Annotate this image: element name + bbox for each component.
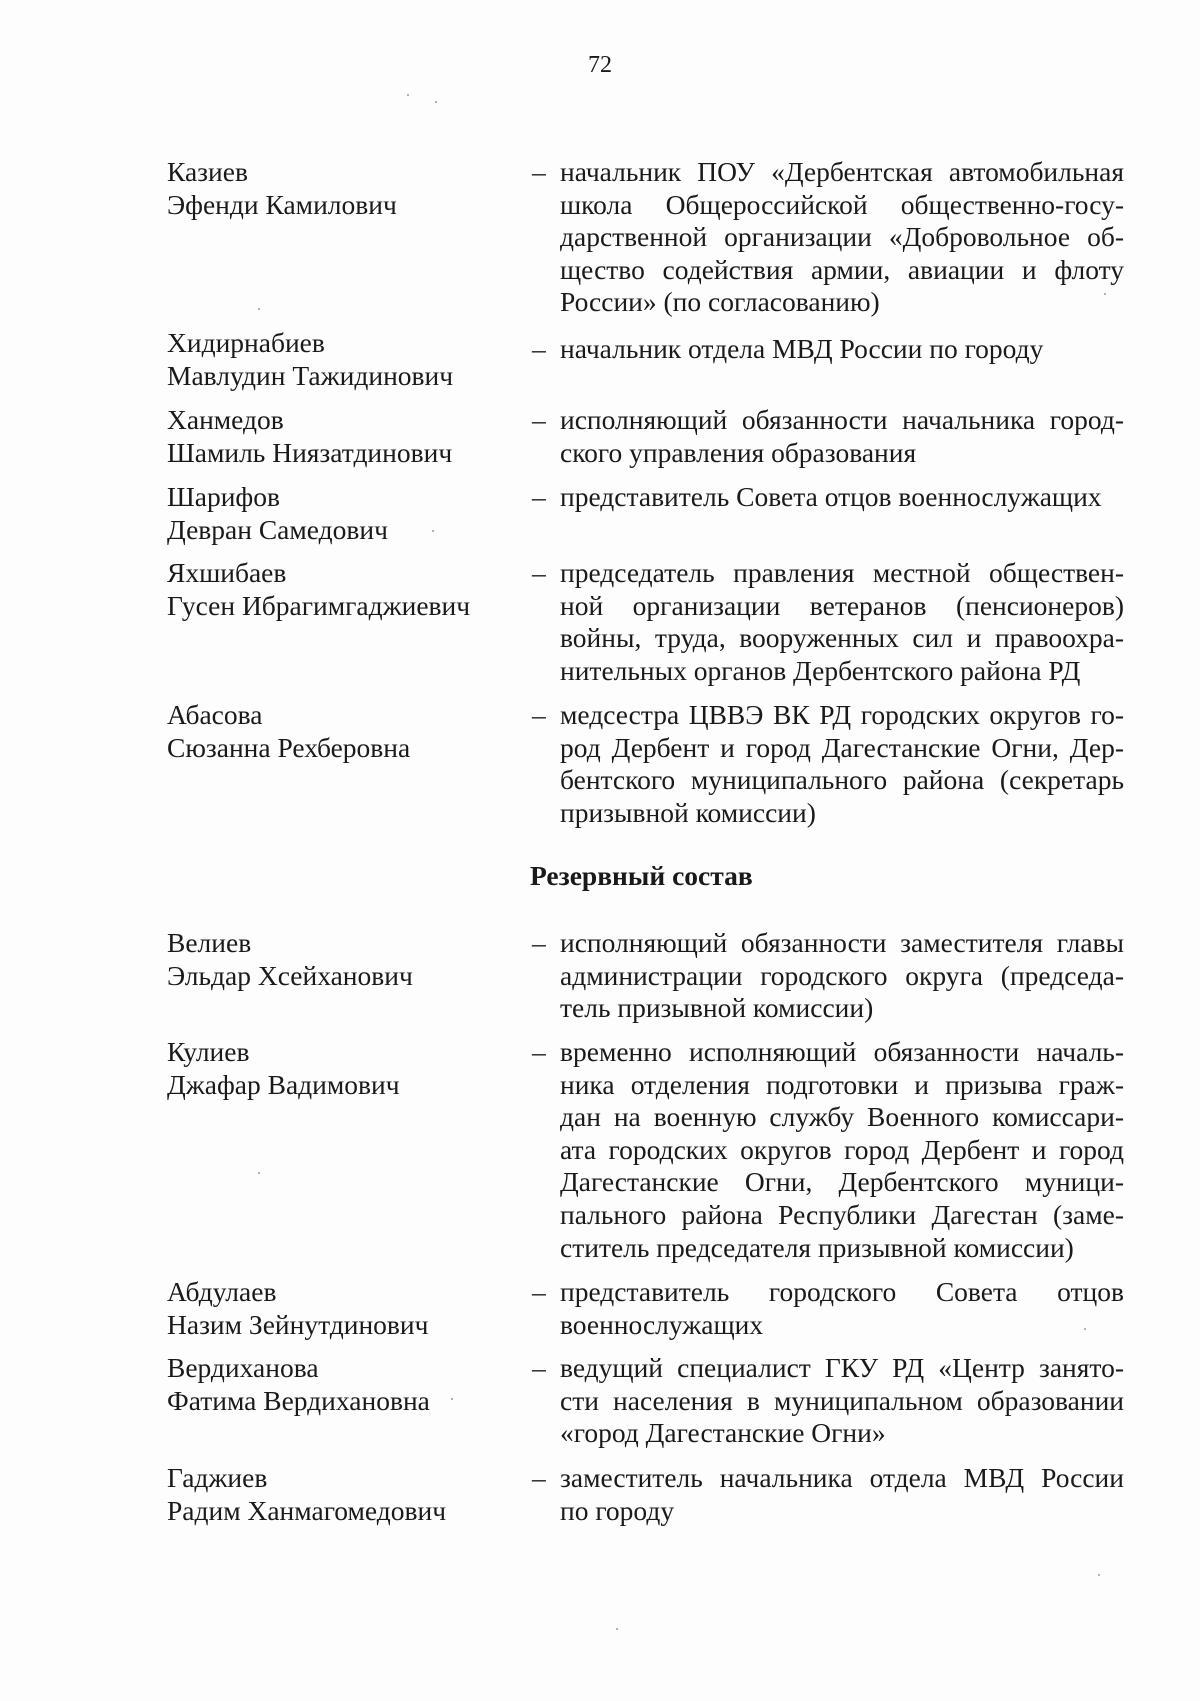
- position-line: России» (по согласованию): [560, 286, 880, 318]
- entry-dash: –: [532, 927, 546, 958]
- position-line: пального района Республики Дагестан (заме-: [560, 1198, 1124, 1230]
- member-position: [560, 481, 1124, 514]
- position-line: Дагестанские Огни, Дербентского муници-: [560, 1166, 1124, 1198]
- entry-dash: –: [532, 333, 546, 364]
- member-given-names: Назим Зейнутдинович: [167, 1308, 429, 1340]
- position-line: начальник отдела МВД России по городу: [560, 333, 1044, 364]
- scan-speck: [258, 308, 260, 310]
- position-line: призывной комиссии): [560, 796, 816, 828]
- position-line: заместитель начальника отдела МВД России: [560, 1462, 1124, 1493]
- member-name: [167, 557, 507, 622]
- member-name: [167, 481, 507, 546]
- scan-speck: [616, 1628, 618, 1630]
- position-line: ата городских округов город Дербент и город: [560, 1133, 1124, 1165]
- page-number: 72: [588, 52, 612, 78]
- position-line: «город Дагестанские Огни»: [560, 1417, 886, 1449]
- member-name: [167, 1036, 507, 1101]
- position-line: школа Общероссийской общественно-госу-: [560, 188, 1124, 220]
- scan-speck: [435, 101, 437, 103]
- position-line: исполняющий обязанности начальника город-: [560, 404, 1124, 435]
- member-given-names: Эльдар Хсейханович: [167, 959, 413, 991]
- member-given-names: Эфенди Камилович: [167, 188, 397, 220]
- position-line: ной организации ветеранов (пенсионеров): [560, 589, 1124, 621]
- member-name: [167, 1276, 507, 1341]
- position-line: представитель Совета отцов военнослужащих: [560, 481, 1102, 512]
- member-given-names: Фатима Вердихановна: [167, 1384, 430, 1416]
- member-position: [560, 1036, 1124, 1264]
- position-line: щество содействия армии, авиации и флоту: [560, 253, 1124, 285]
- position-line: сти населения в муниципальном образовании: [560, 1384, 1124, 1416]
- member-position: [560, 404, 1124, 469]
- member-surname: Вердиханова: [167, 1352, 319, 1383]
- member-position: [560, 699, 1124, 829]
- position-line: ского управления образования: [560, 436, 917, 468]
- reserve-section-heading: Резервный состав: [530, 860, 753, 891]
- scan-speck: [1104, 293, 1106, 295]
- entry-dash: –: [532, 1462, 546, 1493]
- entry-dash: –: [532, 404, 546, 435]
- member-given-names: Гусен Ибрагимгаджиевич: [167, 589, 471, 621]
- position-line: ститель председателя призывной комиссии): [560, 1231, 1074, 1263]
- entry-dash: –: [532, 1276, 546, 1307]
- member-given-names: Девран Самедович: [167, 513, 388, 545]
- member-position: [560, 927, 1124, 1025]
- position-line: временно исполняющий обязанности началь-: [560, 1036, 1124, 1067]
- member-name: [167, 927, 507, 992]
- member-surname: Казиев: [167, 156, 248, 187]
- member-given-names: Джафар Вадимович: [167, 1068, 400, 1100]
- entry-dash: –: [532, 699, 546, 730]
- member-position: [560, 1276, 1124, 1341]
- member-name: [167, 156, 507, 221]
- position-line: дан на военную службу Военного комиссари-: [560, 1101, 1124, 1133]
- member-name: [167, 404, 507, 469]
- member-given-names: Сюзанна Рехберовна: [167, 731, 411, 763]
- entry-dash: –: [532, 156, 546, 187]
- member-surname: Абасова: [167, 699, 263, 730]
- member-given-names: Мавлудин Тажидинович: [167, 359, 454, 391]
- position-line: администрации городского округа (председа-: [560, 959, 1124, 991]
- member-surname: Яхшибаев: [167, 557, 287, 588]
- scan-speck: [258, 1172, 260, 1174]
- member-surname: Ханмедов: [167, 404, 284, 435]
- entry-dash: –: [532, 1352, 546, 1383]
- member-surname: Велиев: [167, 927, 252, 958]
- member-surname: Шарифов: [167, 481, 280, 512]
- member-surname: Хидирнабиев: [167, 327, 325, 358]
- member-name: [167, 1352, 507, 1417]
- entry-dash: –: [532, 557, 546, 588]
- position-line: представитель городского Совета отцов: [560, 1276, 1124, 1307]
- member-surname: Абдулаев: [167, 1276, 277, 1307]
- member-position: [560, 557, 1124, 687]
- member-position: [560, 156, 1124, 319]
- position-line: военнослужащих: [560, 1308, 764, 1340]
- member-name: [167, 327, 507, 392]
- entry-dash: –: [532, 481, 546, 512]
- position-line: нительных органов Дербентского района РД: [560, 654, 1081, 686]
- member-surname: Гаджиев: [167, 1462, 268, 1493]
- position-line: войны, труда, вооруженных сил и правоохра-: [560, 622, 1124, 654]
- scan-speck: [1098, 1574, 1100, 1576]
- position-line: ведущий специалист ГКУ РД «Центр занято-: [560, 1352, 1124, 1383]
- member-given-names: Шамиль Ниязатдинович: [167, 436, 453, 468]
- scan-speck: [1084, 1328, 1086, 1330]
- position-line: председатель правления местной обществен-: [560, 557, 1124, 588]
- position-line: по городу: [560, 1494, 675, 1526]
- position-line: исполняющий обязанности заместителя главы: [560, 927, 1124, 958]
- member-name: [167, 1462, 507, 1527]
- scan-speck: [407, 94, 409, 96]
- member-surname: Кулиев: [167, 1036, 250, 1067]
- member-name: [167, 699, 507, 764]
- position-line: тель призывной комиссии): [560, 992, 874, 1024]
- position-line: род Дербент и город Дагестанские Огни, Дер-: [560, 731, 1124, 763]
- position-line: дарственной организации «Добровольное об-: [560, 221, 1124, 253]
- member-given-names: Радим Ханмагомедович: [167, 1494, 447, 1526]
- member-position: [560, 1462, 1124, 1527]
- member-position: [560, 333, 1124, 366]
- scan-speck: [432, 530, 434, 532]
- member-position: [560, 1352, 1124, 1450]
- position-line: медсестра ЦВВЭ ВК РД городских округов го-: [560, 699, 1124, 730]
- position-line: начальник ПОУ «Дербентская автомобильная: [560, 156, 1124, 187]
- position-line: ника отделения подготовки и призыва граж-: [560, 1068, 1124, 1100]
- position-line: бентского муниципального района (секретарь: [560, 764, 1124, 796]
- scan-speck: [451, 1398, 453, 1400]
- entry-dash: –: [532, 1036, 546, 1067]
